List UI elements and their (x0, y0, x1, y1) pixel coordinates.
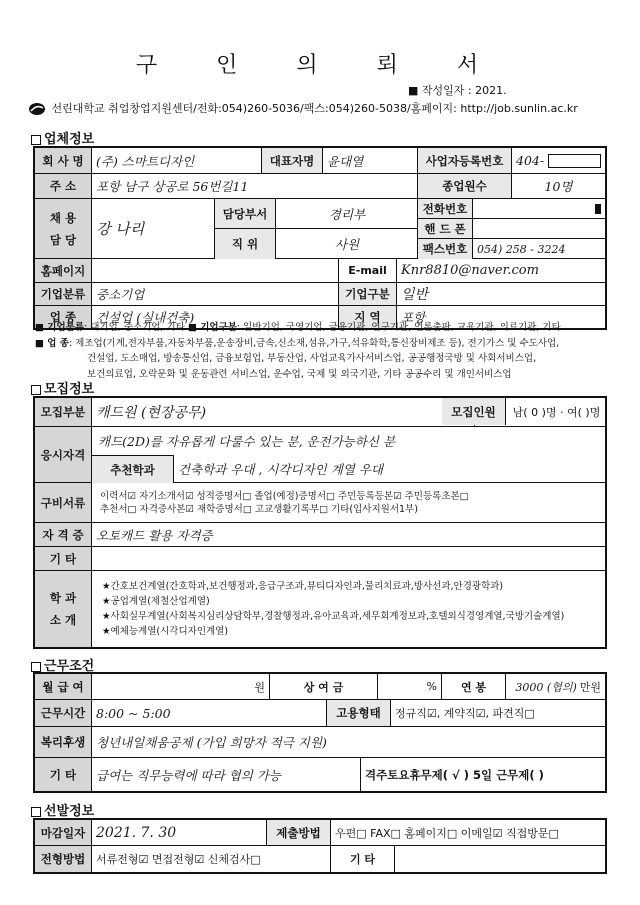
contact-label: 채 용 담 당 (35, 199, 92, 258)
section-box-icon (31, 385, 41, 395)
employees-value: 10명 (544, 179, 573, 194)
company-name-label: 회 사 명 (35, 148, 92, 173)
company-legend (35, 320, 607, 382)
employ-label: 고용형태 (327, 700, 391, 726)
type-value: 일반 (401, 287, 429, 303)
requirement-value: 캐드(2D)를 자유롭게 다룰수 있는 분, 운전가능하신 분 (98, 434, 396, 449)
fax-value: 054) 258 - 3224 (477, 242, 566, 256)
license-label: 자 격 증 (35, 523, 92, 546)
class-value: 중소기업 (96, 287, 145, 302)
hours-label: 근무시간 (35, 700, 92, 726)
legend-industry-text: : 제조업(기계,전자부품,자동차부품,운송장비,금속,신소재,섬유,가구,석유화학,통신장비제조 등), 전기가스 및 수도사업, (68, 337, 560, 349)
recruit-etc-label: 기 타 (35, 547, 92, 570)
conditions-table (33, 672, 607, 793)
license-value: 오토캐드 활용 자격증 (96, 527, 213, 543)
redacted-box (548, 154, 601, 168)
conditions-etc-value: 급여는 직무능력에 따라 협의 가능 (96, 767, 281, 783)
welfare-value: 청년내일채움공제 (가입 희망자 적극 지원) (96, 735, 327, 750)
address-value: 포항 남구 상공로 56번길11 (96, 179, 249, 194)
section-company (31, 128, 94, 147)
legend-industry-line4: 보건의료업, 오락문화 및 운동관련 서비스업, 운수업, 국제 및 외국기관, 기타 공공수리 및 개인서비스업 (87, 368, 512, 380)
ceo-label: 대표자명 (262, 148, 323, 173)
count-label: 모집인원 (442, 398, 506, 425)
position-label: 직 위 (215, 229, 276, 259)
dept-label: 담당부서 (215, 199, 276, 228)
conditions-etc-label: 기 타 (35, 758, 92, 791)
employ-options: 정규직☑, 계약직☑, 파견직□ (395, 707, 535, 720)
method-label: 전형방법 (35, 846, 92, 872)
biz-no-label: 사업자등록번호 (418, 148, 512, 173)
university-logo-icon (28, 102, 46, 116)
method-options: 서류전형☑ 면접전형☑ 신체검사□ (92, 846, 331, 872)
industry-label: 업 종 (35, 306, 92, 328)
docs-line1: 이력서☑ 자기소개서☑ 성적증명서□ 졸업(예정)증명서□ 주민등록등본☑ 주민등록초본□ (100, 490, 469, 502)
phone-label: 전화번호 (418, 199, 473, 218)
deadline-value: 2021. 7. 30 (96, 824, 177, 841)
section-recruit (31, 378, 94, 397)
contact-value: 강 나리 (96, 220, 145, 238)
annual-label: 연 봉 (442, 674, 506, 699)
bonus-label: 상 여 금 (270, 674, 378, 699)
legend-type-title: ■ 기업구분 (187, 322, 237, 333)
company-name-value: (주) 스마트디자인 (96, 153, 195, 169)
written-date-text: ■ 작성일자 : 2021. (408, 84, 507, 97)
salary-unit: 원 (92, 674, 270, 699)
homepage-label: 홈페이지 (35, 259, 92, 282)
majors-list (96, 579, 564, 639)
section-company-label: 업체정보 (44, 132, 95, 147)
annual-value: 3000 (협의) (515, 680, 577, 694)
address-label: 주 소 (35, 174, 92, 198)
recruit-table (33, 396, 607, 649)
legend-industry-line3: 건설업, 도소매업, 방송통신업, 금융보험업, 부동산업, 사업교육가사서비스업, 공공행정국방 및 사회서비스업, (87, 353, 537, 364)
majors-item: ★간호보건계열(간호학과,보건행정과,응급구조과,뷰티디자인과,물리치료과,방사선과,안경광학과) (102, 581, 504, 592)
requirement-label: 응시자격 (35, 427, 92, 482)
email-value: Knr8810@naver.com (401, 263, 539, 278)
region-value: 포항 (401, 310, 426, 325)
docs-line2: 추천서□ 자격증사본☑ 재학증명서□ 고교생활기록부□ 기타(입사지원서1부) (100, 503, 418, 515)
legend-type-text: : 일반기업, 국영기업, 금융기관, 연구기관, 언론출판, 교육기관, 의료기관, 기타 (236, 322, 561, 333)
recommend-dept-value: 건축학과 우대 , 시각디자인 계열 우대 (178, 462, 383, 477)
mobile-label: 핸 드 폰 (418, 219, 473, 238)
welfare-label: 복리후생 (35, 727, 92, 757)
written-date (408, 82, 507, 98)
section-conditions-label: 근무조건 (44, 659, 95, 674)
section-box-icon (31, 807, 41, 817)
region-label: 지 역 (339, 306, 397, 328)
majors-label: 학 과 소 개 (35, 571, 92, 647)
majors-item: ★공업계열(제철산업계열) (102, 596, 210, 607)
deadline-label: 마감일자 (35, 820, 92, 845)
fax-label: 팩스번호 (418, 239, 473, 259)
field-label: 모집부분 (35, 398, 92, 426)
class-label: 기업분류 (35, 283, 92, 305)
majors-item: ★예체능계열(시각디자인계열) (102, 626, 229, 637)
email-label: E-mail (339, 259, 397, 282)
submit-label: 제출방법 (267, 820, 331, 845)
annual-unit: 만원 (579, 680, 601, 694)
dept-value: 경리부 (328, 206, 366, 222)
employees-label: 종업원수 (418, 174, 512, 198)
salary-label: 월 급 여 (35, 674, 92, 699)
company-table (33, 146, 607, 330)
legend-class-title: ■ 기업분류 (35, 322, 84, 333)
section-recruit-label: 모집정보 (44, 382, 95, 397)
count-value: 남( 0 )명 · 여( )명 (512, 405, 601, 419)
type-label: 기업구분 (339, 283, 397, 305)
docs-label: 구비서류 (35, 483, 92, 522)
selection-table (33, 818, 607, 874)
legend-class-text: : 대기업, 중소기업, 기타 (84, 322, 185, 333)
legend-industry-title: ■ 업 종 (35, 337, 69, 349)
section-box-icon (31, 135, 41, 145)
hours-value: 8:00 ~ 5:00 (96, 705, 171, 721)
field-value: 캐드원 (현장공무) (96, 405, 207, 421)
selection-etc-label: 기 타 (331, 846, 395, 872)
ceo-value: 윤대열 (327, 153, 364, 169)
bonus-unit: % (378, 674, 442, 699)
section-box-icon (31, 662, 41, 672)
weekend-options: 격주토요휴무제( √ ) 5일 근무제( ) (365, 767, 544, 782)
section-selection (31, 800, 94, 819)
recommend-dept-label: 추천학과 (92, 455, 174, 483)
university-info (28, 100, 578, 116)
position-value: 사원 (334, 237, 360, 252)
biz-no-value: 404- (516, 153, 545, 168)
redacted-mark (595, 204, 601, 214)
university-contact-line: 선린대학교 취업창업지원센터/전화:054)260-5036/팩스:054)260-5038/홈페이지: http://job.sunlin.ac.kr (51, 102, 578, 115)
industry-value: 건설업 (실내건축) (96, 310, 195, 325)
document-title: 구 인 의 뢰 서 (135, 53, 505, 78)
majors-item: ★사회실무계열(사회복지심리상담학부,경찰행정과,유아교육과,세무회계정보과,호텔외식경영계열,국방기술계열) (102, 611, 565, 622)
section-selection-label: 선발정보 (44, 804, 95, 819)
submit-options: 우편□ FAX□ 홈페이지□ 이메일☑ 직접방문□ (335, 826, 559, 840)
